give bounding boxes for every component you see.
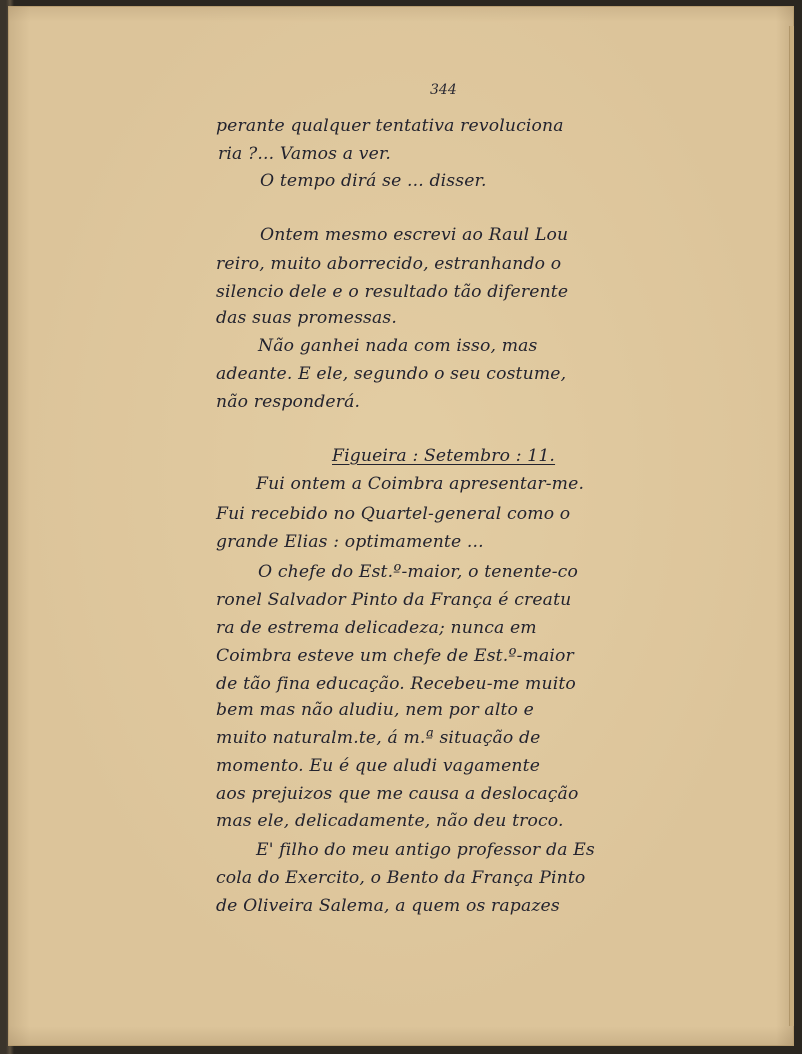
page-number: 344	[430, 82, 457, 98]
text-line: ria ?... Vamos a ver.	[218, 144, 392, 164]
text-line: O tempo dirá se ... disser.	[260, 171, 487, 191]
date-heading-text: Figueira : Setembro : 11.	[332, 446, 556, 466]
text-line: muito naturalm.te, á m.ª situação de	[216, 728, 541, 748]
text-line: cola do Exercito, o Bento da França Pinto	[216, 868, 586, 888]
text-line: das suas promessas.	[216, 308, 398, 328]
text-line: adeante. E ele, segundo o seu costume,	[216, 364, 567, 384]
text-line: de Oliveira Salema, a quem os rapazes	[216, 896, 560, 916]
date-heading	[332, 442, 555, 470]
text-line: O chefe do Est.º-maior, o tenente-co	[258, 562, 578, 582]
text-line: Fui ontem a Coimbra apresentar-me.	[256, 474, 585, 494]
text-line: silencio dele e o resultado tão diferente	[216, 282, 569, 302]
text-line: mas ele, delicadamente, não deu troco.	[216, 811, 564, 831]
text-line: aos prejuizos que me causa a deslocação	[216, 784, 579, 804]
page-edge	[789, 26, 794, 1026]
text-line: ra de estrema delicadeza; nunca em	[216, 618, 537, 638]
text-line: grande Elias : optimamente ...	[216, 532, 484, 552]
text-line: E' filho do meu antigo professor da Es	[256, 840, 595, 860]
text-line: de tão fina educação. Recebeu-me muito	[216, 674, 576, 694]
text-line: bem mas não aludiu, nem por alto e	[216, 700, 534, 720]
text-line: ronel Salvador Pinto da França é creatu	[216, 590, 572, 610]
text-line: Ontem mesmo escrevi ao Raul Lou	[260, 225, 569, 245]
text-line: Coimbra esteve um chefe de Est.º-maior	[216, 646, 574, 666]
text-line: momento. Eu é que aludi vagamente	[216, 756, 541, 776]
text-line: Não ganhei nada com isso, mas	[258, 336, 538, 356]
text-line: perante qualquer tentativa revoluciona	[216, 116, 564, 136]
text-line: reiro, muito aborrecido, estranhando o	[216, 254, 562, 274]
text-line: Fui recebido no Quartel-general como o	[216, 504, 571, 524]
text-line: não responderá.	[216, 392, 361, 412]
